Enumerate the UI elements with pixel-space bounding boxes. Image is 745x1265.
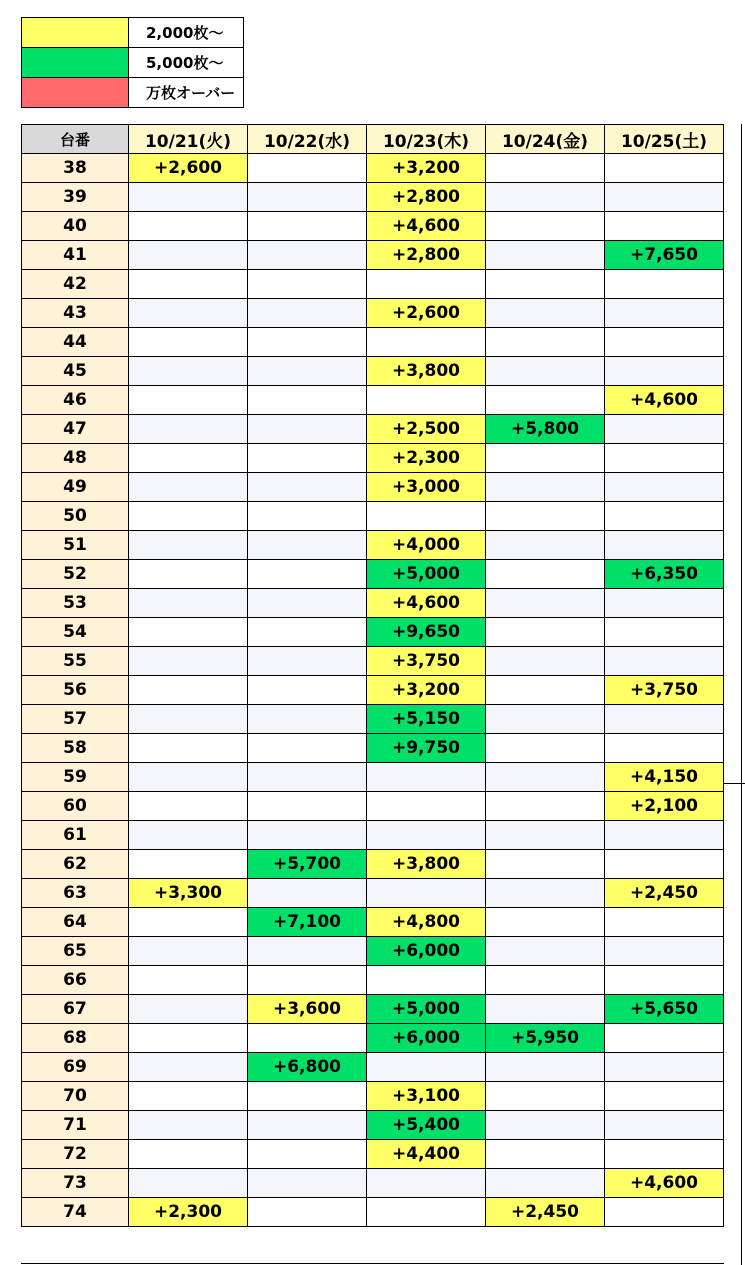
result-cell [605,589,724,618]
corner-label: 台番 [22,125,129,154]
machine-number: 74 [22,1198,129,1227]
machine-number: 49 [22,473,129,502]
result-cell [367,1198,486,1227]
machine-number: 50 [22,502,129,531]
result-cell [486,444,605,473]
result-cell: +2,300 [367,444,486,473]
table-row [22,299,724,328]
result-cell [129,502,248,531]
machine-number: 61 [22,821,129,850]
result-cell [605,647,724,676]
result-cell: +4,400 [367,1140,486,1169]
result-cell [367,270,486,299]
result-cell [248,299,367,328]
result-cell [248,183,367,212]
result-cell [486,589,605,618]
result-cell: +2,100 [605,792,724,821]
result-cell [605,1082,724,1111]
result-cell [486,1169,605,1198]
result-cell [605,1111,724,1140]
result-cell [486,154,605,183]
date-header: 10/23(木) [367,125,486,154]
result-cell [367,502,486,531]
result-cell [129,995,248,1024]
table-row [22,415,724,444]
result-cell: +3,300 [129,879,248,908]
result-cell [129,299,248,328]
result-cell [486,821,605,850]
machine-number: 54 [22,618,129,647]
result-cell [248,1024,367,1053]
table-row [22,821,724,850]
result-cell [605,502,724,531]
result-cell [129,270,248,299]
result-cell [248,1140,367,1169]
result-cell [605,212,724,241]
result-cell [248,618,367,647]
result-cell [129,676,248,705]
result-cell [486,995,605,1024]
date-header: 10/24(金) [486,125,605,154]
result-cell [486,183,605,212]
result-cell: +2,300 [129,1198,248,1227]
result-cell [486,299,605,328]
result-cell [605,473,724,502]
result-cell [486,966,605,995]
machine-number: 46 [22,386,129,415]
result-cell [129,415,248,444]
result-cell [486,531,605,560]
result-cell [367,821,486,850]
table-row [22,995,724,1024]
result-cell [248,1082,367,1111]
right-border-line [741,124,742,1265]
result-cell [486,676,605,705]
result-cell [486,502,605,531]
result-cell [486,270,605,299]
result-cell: +4,150 [605,763,724,792]
legend-row [22,78,244,108]
result-cell: +6,000 [367,1024,486,1053]
result-cell [367,792,486,821]
result-cell [248,415,367,444]
result-cell [486,937,605,966]
table-row [22,444,724,473]
table-row [22,589,724,618]
result-cell: +2,600 [129,154,248,183]
result-cell [248,328,367,357]
result-cell [486,618,605,647]
machine-number: 71 [22,1111,129,1140]
result-cell [129,1053,248,1082]
result-cell [486,850,605,879]
result-cell [129,937,248,966]
machine-number: 45 [22,357,129,386]
result-cell [248,879,367,908]
table-row [22,763,724,792]
result-cell [248,502,367,531]
result-cell [486,357,605,386]
result-cell [367,879,486,908]
legend-swatch [22,78,129,108]
table-row [22,1111,724,1140]
result-cell [248,473,367,502]
table-row [22,357,724,386]
table-row [22,1140,724,1169]
machine-number: 67 [22,995,129,1024]
result-cell [129,908,248,937]
table-row [22,154,724,183]
result-cell [129,183,248,212]
result-cell [605,415,724,444]
table-row [22,473,724,502]
result-cell [605,908,724,937]
bottom-border-line [21,1263,724,1264]
table-row [22,705,724,734]
result-cell: +3,800 [367,357,486,386]
result-cell [248,792,367,821]
result-cell [129,792,248,821]
result-cell [248,357,367,386]
result-cell: +7,100 [248,908,367,937]
result-cell [248,734,367,763]
result-cell [129,1082,248,1111]
result-cell: +4,000 [367,531,486,560]
table-row [22,386,724,415]
result-cell [605,183,724,212]
table-row [22,792,724,821]
machine-number: 53 [22,589,129,618]
result-cell [605,299,724,328]
result-cell: +5,150 [367,705,486,734]
result-cell: +3,600 [248,995,367,1024]
result-cell [367,763,486,792]
legend [21,17,244,108]
result-cell [129,734,248,763]
result-cell [605,1024,724,1053]
machine-number: 43 [22,299,129,328]
result-cell [248,560,367,589]
table-row [22,328,724,357]
result-cell [486,705,605,734]
legend-row [22,48,244,78]
machine-number: 56 [22,676,129,705]
result-cell [248,1111,367,1140]
result-cell [605,618,724,647]
date-header: 10/22(水) [248,125,367,154]
right-border-stub [724,783,745,784]
result-cell [605,328,724,357]
result-cell [605,1140,724,1169]
table-row [22,1024,724,1053]
result-cell [129,531,248,560]
result-cell [486,1053,605,1082]
machine-number: 70 [22,1082,129,1111]
result-cell [486,792,605,821]
legend-label: 5,000枚～ [129,48,244,78]
result-cell: +3,000 [367,473,486,502]
result-cell [248,589,367,618]
result-cell [248,937,367,966]
machine-number: 42 [22,270,129,299]
table-row [22,502,724,531]
result-cell [248,531,367,560]
result-cell [248,763,367,792]
table-row [22,531,724,560]
machine-number: 69 [22,1053,129,1082]
table-row [22,560,724,589]
result-cell [605,531,724,560]
result-cell: +5,400 [367,1111,486,1140]
result-cell [605,937,724,966]
table-row [22,1169,724,1198]
result-cell: +4,600 [605,1169,724,1198]
table-row [22,1053,724,1082]
result-cell [605,270,724,299]
result-cell [605,444,724,473]
result-cell [486,212,605,241]
legend-row [22,18,244,48]
machine-number: 44 [22,328,129,357]
table-row [22,183,724,212]
result-cell: +3,800 [367,850,486,879]
result-cell [605,1053,724,1082]
machine-number: 63 [22,879,129,908]
machine-number: 51 [22,531,129,560]
result-cell [605,850,724,879]
table-row [22,647,724,676]
result-cell: +3,200 [367,154,486,183]
result-cell [129,1111,248,1140]
result-cell: +3,100 [367,1082,486,1111]
machine-number: 47 [22,415,129,444]
result-cell: +5,000 [367,560,486,589]
table-row [22,241,724,270]
result-cell [486,241,605,270]
machine-number: 48 [22,444,129,473]
result-cell [248,821,367,850]
legend-swatch [22,18,129,48]
result-cell [129,1140,248,1169]
result-cell [129,241,248,270]
result-cell: +2,800 [367,183,486,212]
result-cell [129,357,248,386]
machine-number: 58 [22,734,129,763]
table-row [22,966,724,995]
result-cell: +5,650 [605,995,724,1024]
table-row [22,270,724,299]
result-cell [486,473,605,502]
result-cell [129,1169,248,1198]
result-cell [248,386,367,415]
result-cell [129,386,248,415]
machine-number: 59 [22,763,129,792]
result-cell [367,386,486,415]
result-cell: +2,450 [486,1198,605,1227]
result-cell [248,241,367,270]
table-row [22,676,724,705]
result-cell: +2,800 [367,241,486,270]
result-cell: +6,000 [367,937,486,966]
result-cell [367,1169,486,1198]
result-cell: +4,600 [367,212,486,241]
result-cell [486,734,605,763]
table-row [22,734,724,763]
result-cell: +4,600 [367,589,486,618]
result-cell: +6,350 [605,560,724,589]
machine-number: 52 [22,560,129,589]
machine-number: 73 [22,1169,129,1198]
machine-number: 66 [22,966,129,995]
machine-number: 41 [22,241,129,270]
result-cell: +2,600 [367,299,486,328]
machine-number: 40 [22,212,129,241]
result-cell: +5,700 [248,850,367,879]
result-cell [129,1024,248,1053]
results-table [21,124,724,1227]
result-cell [129,328,248,357]
result-cell [605,734,724,763]
machine-number: 62 [22,850,129,879]
date-header: 10/25(土) [605,125,724,154]
result-cell [486,879,605,908]
result-cell [486,647,605,676]
legend-swatch [22,48,129,78]
result-cell: +3,750 [605,676,724,705]
result-cell [248,966,367,995]
result-cell [486,386,605,415]
result-cell [605,154,724,183]
result-cell: +4,600 [605,386,724,415]
result-cell [605,821,724,850]
result-cell: +5,000 [367,995,486,1024]
table-row [22,937,724,966]
table-row [22,618,724,647]
machine-number: 68 [22,1024,129,1053]
machine-number: 57 [22,705,129,734]
result-cell [486,560,605,589]
result-cell: +9,750 [367,734,486,763]
result-cell: +3,750 [367,647,486,676]
result-cell [129,647,248,676]
result-cell [605,705,724,734]
machine-number: 39 [22,183,129,212]
result-cell [248,212,367,241]
result-cell [605,966,724,995]
result-cell [248,676,367,705]
result-cell [486,1082,605,1111]
result-cell [486,908,605,937]
result-cell [129,763,248,792]
result-cell [367,966,486,995]
result-cell [605,1198,724,1227]
result-cell: +7,650 [605,241,724,270]
result-cell [248,270,367,299]
table-row [22,908,724,937]
table-row [22,850,724,879]
machine-number: 64 [22,908,129,937]
result-cell [248,705,367,734]
result-cell: +2,500 [367,415,486,444]
result-cell [367,328,486,357]
table-row [22,1082,724,1111]
result-cell [486,763,605,792]
result-cell [486,1140,605,1169]
result-cell: +3,200 [367,676,486,705]
table-row [22,1198,724,1227]
result-cell: +4,800 [367,908,486,937]
result-cell [486,1111,605,1140]
result-cell: +9,650 [367,618,486,647]
result-cell [129,589,248,618]
result-cell [248,1169,367,1198]
machine-number: 55 [22,647,129,676]
result-cell: +5,800 [486,415,605,444]
header-row [22,125,724,154]
result-cell [129,212,248,241]
result-cell [129,560,248,589]
result-cell [605,357,724,386]
result-cell: +6,800 [248,1053,367,1082]
legend-label: 2,000枚～ [129,18,244,48]
result-cell [248,154,367,183]
machine-number: 65 [22,937,129,966]
legend-label: 万枚オーバー [129,78,244,108]
result-cell [129,850,248,879]
machine-number: 60 [22,792,129,821]
result-cell [129,444,248,473]
result-cell [129,821,248,850]
result-cell [367,1053,486,1082]
date-header: 10/21(火) [129,125,248,154]
machine-number: 38 [22,154,129,183]
result-cell: +2,450 [605,879,724,908]
result-cell [486,328,605,357]
result-cell [248,444,367,473]
result-cell [129,966,248,995]
result-cell [248,1198,367,1227]
result-cell [248,647,367,676]
result-cell [129,705,248,734]
result-cell [129,473,248,502]
table-row [22,212,724,241]
table-row [22,879,724,908]
result-cell: +5,950 [486,1024,605,1053]
result-cell [129,618,248,647]
machine-number: 72 [22,1140,129,1169]
